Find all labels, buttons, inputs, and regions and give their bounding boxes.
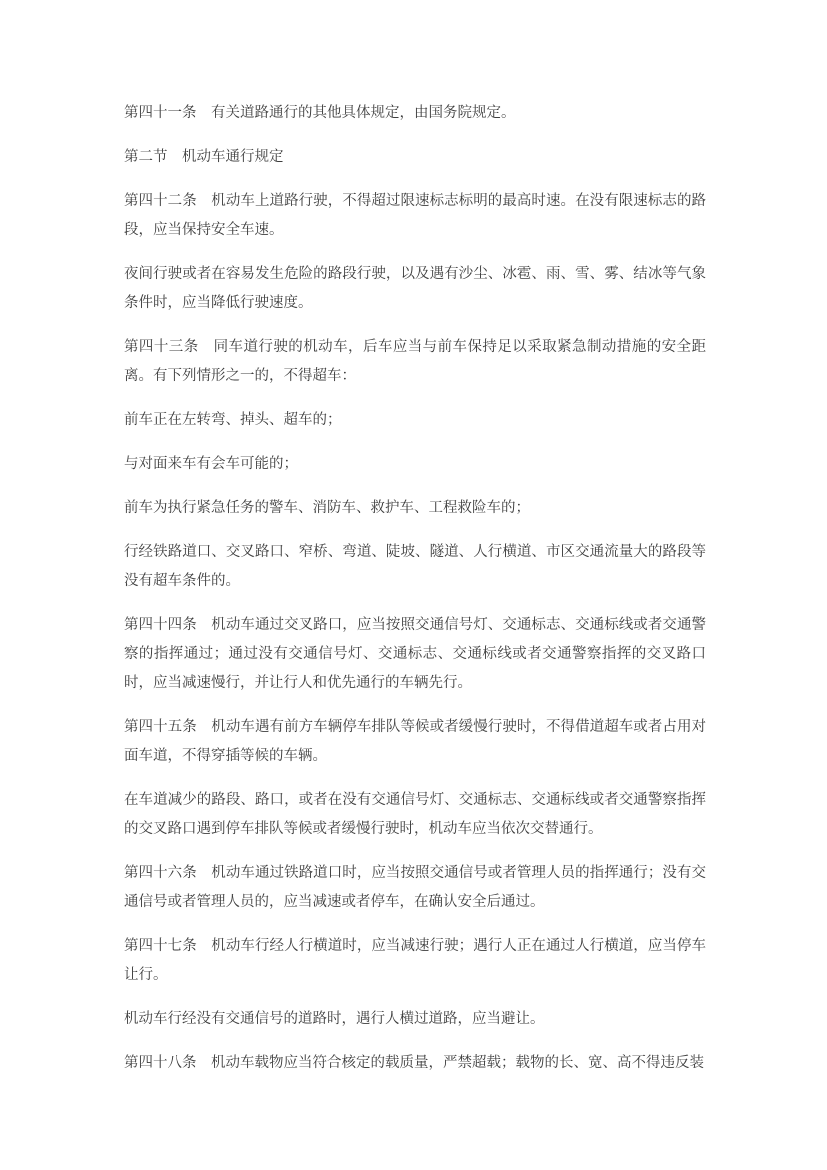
article-43-paragraph: 第四十三条 同车道行驶的机动车，后车应当与前车保持足以采取紧急制动措施的安全距离。有下列情形之一的，不得超车：: [124, 339, 706, 384]
article-43-item-3: 前车为执行紧急任务的警车、消防车、救护车、工程救险车的；: [124, 500, 530, 516]
article-44-paragraph: 第四十四条 机动车通过交叉路口，应当按照交通信号灯、交通标志、交通标线或者交通警察的指挥通过；通过没有交通信号灯、交通标志、交通标线或者交通警察指挥的交叉路口时，应当减速慢行，并让行人和优先通行的车辆先行。: [124, 617, 706, 691]
article-46-paragraph: 第四十六条 机动车通过铁路道口时，应当按照交通信号或者管理人员的指挥通行；没有交通信号或者管理人员的，应当减速或者停车，在确认安全后通过。: [124, 865, 706, 910]
article-47-paragraph: 第四十七条 机动车行经人行横道时，应当减速行驶；遇行人正在通过人行横道，应当停车让行。: [124, 938, 706, 983]
article-41-paragraph: 第四十一条 有关道路通行的其他具体规定，由国务院规定。: [124, 105, 516, 121]
article-42-paragraph-2: 夜间行驶或者在容易发生危险的路段行驶，以及遇有沙尘、冰雹、雨、雪、雾、结冰等气象条件时，应当降低行驶速度。: [124, 266, 706, 311]
article-43-item-4: 行经铁路道口、交叉路口、窄桥、弯道、陡坡、隧道、人行横道、市区交通流量大的路段等没有超车条件的。: [124, 544, 706, 589]
article-45-paragraph: 第四十五条 机动车遇有前方车辆停车排队等候或者缓慢行驶时，不得借道超车或者占用对面车道，不得穿插等候的车辆。: [124, 719, 706, 764]
section-2-heading: 第二节 机动车通行规定: [124, 149, 284, 165]
article-43-item-1: 前车正在左转弯、掉头、超车的；: [124, 412, 342, 428]
article-43-item-2: 与对面来车有会车可能的；: [124, 456, 298, 472]
article-48-paragraph: 第四十八条 机动车载物应当符合核定的载质量，严禁超载；载物的长、宽、高不得违反装: [124, 1055, 704, 1071]
document-text-block: [124, 99, 706, 1078]
article-45-paragraph-2: 在车道减少的路段、路口，或者在没有交通信号灯、交通标志、交通标线或者交通警察指挥的交叉路口遇到停车排队等候或者缓慢行驶时，机动车应当依次交替通行。: [124, 792, 706, 837]
article-47-paragraph-2: 机动车行经没有交通信号的道路时，遇行人横过道路，应当避让。: [124, 1011, 545, 1027]
article-42-paragraph: 第四十二条 机动车上道路行驶，不得超过限速标志标明的最高时速。在没有限速标志的路段，应当保持安全车速。: [124, 193, 706, 238]
